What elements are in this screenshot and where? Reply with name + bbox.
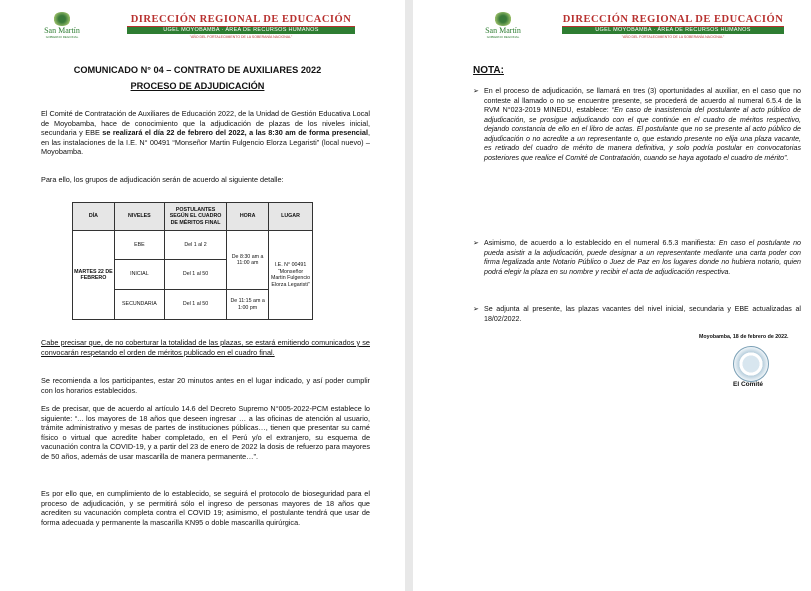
- regional-seal-icon: [53, 12, 71, 26]
- page-title: COMUNICADO N° 04 – CONTRATO DE AUXILIARES 2022: [73, 65, 322, 75]
- note-item-1-text: En el proceso de adjudicación, se llamará en tres (3) oportunidades al auxiliar, en el caso que no conteste al llamado o no se encuentre presente, se procederá de acuerdo al numeral 6.5.4 de la RVM N°023-2019 MINEDU, establece:: [484, 87, 801, 114]
- logo-brand-sub: GOBIERNO REGIONAL: [486, 35, 520, 39]
- table-cell: Del 1 al 50: [164, 260, 226, 290]
- table-cell-day: MARTES 22 DE FEBRERO: [73, 231, 115, 320]
- decree-paragraph: Es de precisar, que de acuerdo al artículo 14.6 del Decreto Supremo N°005-2022-PCM establece lo siguiente: “... los mayores de 18 años que deseen ingresar … a las oficinas de atención al usuario, trámite administrativo y mesas de partes de instituciones públicas…, tienen que presentar su carné físico o virtual que acredite haber completado, en el Perú y/o el extranjero, su esquema de vacunación contra la COVID-19, y a partir del 23 de enero de 2022 la dosis de refuerzo para mayores de 50 años, además de usar mascarilla de manera permanente…”.: [41, 404, 370, 461]
- note-item-2-text: Asimismo, de acuerdo a lo establecido en el numeral 6.5.3 manifiesta:: [484, 239, 719, 247]
- biosecurity-paragraph: Es por ello que, en cumplimiento de lo establecido, se seguirá el protocolo de bioseguridad para el proceso de adjudicación, y se permitirá sólo el ingreso de personas mayores de 18 años que acrediten su vacunación completa contra el COVID 19; asimismo, el postulante tendrá que usar de forma adecuada y permanente la mascarilla KN95 o doble mascarilla quirúrgica.: [41, 489, 370, 527]
- table-cell-place: I.E. N° 00491 “Monseñor Martin Fulgencio Elorza Legaristi”: [269, 231, 313, 320]
- document-page-2: [413, 0, 811, 591]
- adjudication-table: [72, 202, 313, 320]
- note-item-3: [473, 305, 801, 324]
- institution-header: DIRECCIÓN REGIONAL DE EDUCACIÓN: [562, 14, 784, 25]
- table-cell: EBE: [114, 231, 164, 260]
- intro-text-a: El Comité de Contratación de Auxiliares de Educación 2022, de la Unidad de Gestión Educativa Local de Moyobamba, hace de conocimiento que la adjudicación de plazas de los niveles inicial, secundaria y EBE: [41, 109, 370, 138]
- intro-text-c: , en las instalaciones de la I.E. N° 00491 “Monseñor Martin Fulgencio Elorza Legaristi” (local nuevo) – Moyobamba.: [41, 128, 371, 157]
- regional-seal-icon: [494, 12, 512, 26]
- table-row: [73, 231, 313, 260]
- table-header: NIVELES: [114, 203, 164, 231]
- table-header: DÍA: [73, 203, 115, 231]
- logo-brand: San Martín: [485, 26, 521, 35]
- document-page-1: [0, 0, 405, 591]
- note-item-2: [473, 239, 801, 277]
- note-item-2-quote: En caso el postulante no pueda asistir a la adjudicación, puede designar a un representante mediante una carta poder con firma legalizada ante Notario Público o Juez de Paz en los lugares donde no hubiera notario, quien podrá elegir la plaza en su nombre y recibir el acta de adjudicación respectiva.: [484, 239, 801, 276]
- san-martin-logo: [36, 12, 88, 42]
- note-item-3-text: Se adjunta al presente, las plazas vacantes del nivel inicial, secundaria y EBE actualizadas al 18/02/2022.: [484, 305, 801, 323]
- committee-stamp: [733, 346, 769, 382]
- document-date: Moyobamba, 18 de febrero de 2022.: [699, 334, 789, 340]
- table-cell-hour: De 11:15 am a 1:00 pm: [227, 290, 269, 320]
- arrow-bullet-icon: ➢: [473, 240, 479, 247]
- table-cell: Del 1 al 50: [164, 290, 226, 320]
- logo-brand-sub: GOBIERNO REGIONAL: [45, 35, 79, 39]
- note-item-1: [473, 87, 802, 163]
- arrow-bullet-icon: ➢: [473, 306, 479, 313]
- signature-label: El Comité: [733, 381, 763, 388]
- unit-header: UGEL MOYOBAMBA · ÁREA DE RECURSOS HUMANOS: [562, 27, 784, 34]
- page-gutter: [405, 0, 413, 591]
- logo-brand: San Martín: [44, 26, 80, 35]
- cabe-paragraph: Cabe precisar que, de no coberturar la totalidad de las plazas, se estará emitiendo comunicados y se convocarán respetando el orden de méritos publicado en el cuadro final.: [41, 338, 370, 357]
- table-header: LUGAR: [269, 203, 313, 231]
- san-martin-logo: [477, 12, 529, 42]
- page-subtitle: PROCESO DE ADJUDICACIÓN: [130, 81, 265, 91]
- institution-header: DIRECCIÓN REGIONAL DE EDUCACIÓN: [127, 13, 355, 27]
- intro2-paragraph: Para ello, los grupos de adjudicación serán de acuerdo al siguiente detalle:: [41, 175, 284, 184]
- note-heading: NOTA:: [473, 65, 504, 76]
- unit-header: UGEL MOYOBAMBA · ÁREA DE RECURSOS HUMANOS: [127, 27, 355, 34]
- note-item-1-quote: “En caso de inasistencia del postulante al acto público de adjudicación, se prosigue adjudicando con el que continúe en el cuadro de méritos respectivo, dejando constancia de ello en el libro de actas. El postulante que no se presente al acto público de adjudicación o no acredite a un representante o, que estando presente no elija una plaza vacante, es retirado del cuadro de mérito de manera definitiva, y solo podría postular en convocatorias posteriores que realice el Comité de Contratación, cuando se haya agotado el cuadro de mérito”.: [484, 106, 802, 162]
- table-cell: INICIAL: [114, 260, 164, 290]
- year-motto: "AÑO DEL FORTALECIMIENTO DE LA SOBERANÍA NACIONAL": [189, 35, 293, 39]
- table-header: HORA: [227, 203, 269, 231]
- table-cell: SECUNDARIA: [114, 290, 164, 320]
- intro-paragraph: [41, 109, 370, 157]
- year-motto: "AÑO DEL FORTALECIMIENTO DE LA SOBERANÍA NACIONAL": [621, 35, 725, 39]
- table-cell: Del 1 al 2: [164, 231, 226, 260]
- table-cell-hour: De 8:30 am a 11:00 am: [227, 231, 269, 290]
- arrow-bullet-icon: ➢: [473, 88, 479, 95]
- recommendation-paragraph: Se recomienda a los participantes, estar 20 minutos antes en el lugar indicado, y así poder cumplir con los horarios establecidos.: [41, 376, 370, 395]
- intro-text-bold: se realizará el día 22 de febrero del 2022, a las 8:30 am de forma presencial: [102, 128, 368, 138]
- table-header: POSTULANTES SEGÚN EL CUADRO DE MÉRITOS FINAL: [164, 203, 226, 231]
